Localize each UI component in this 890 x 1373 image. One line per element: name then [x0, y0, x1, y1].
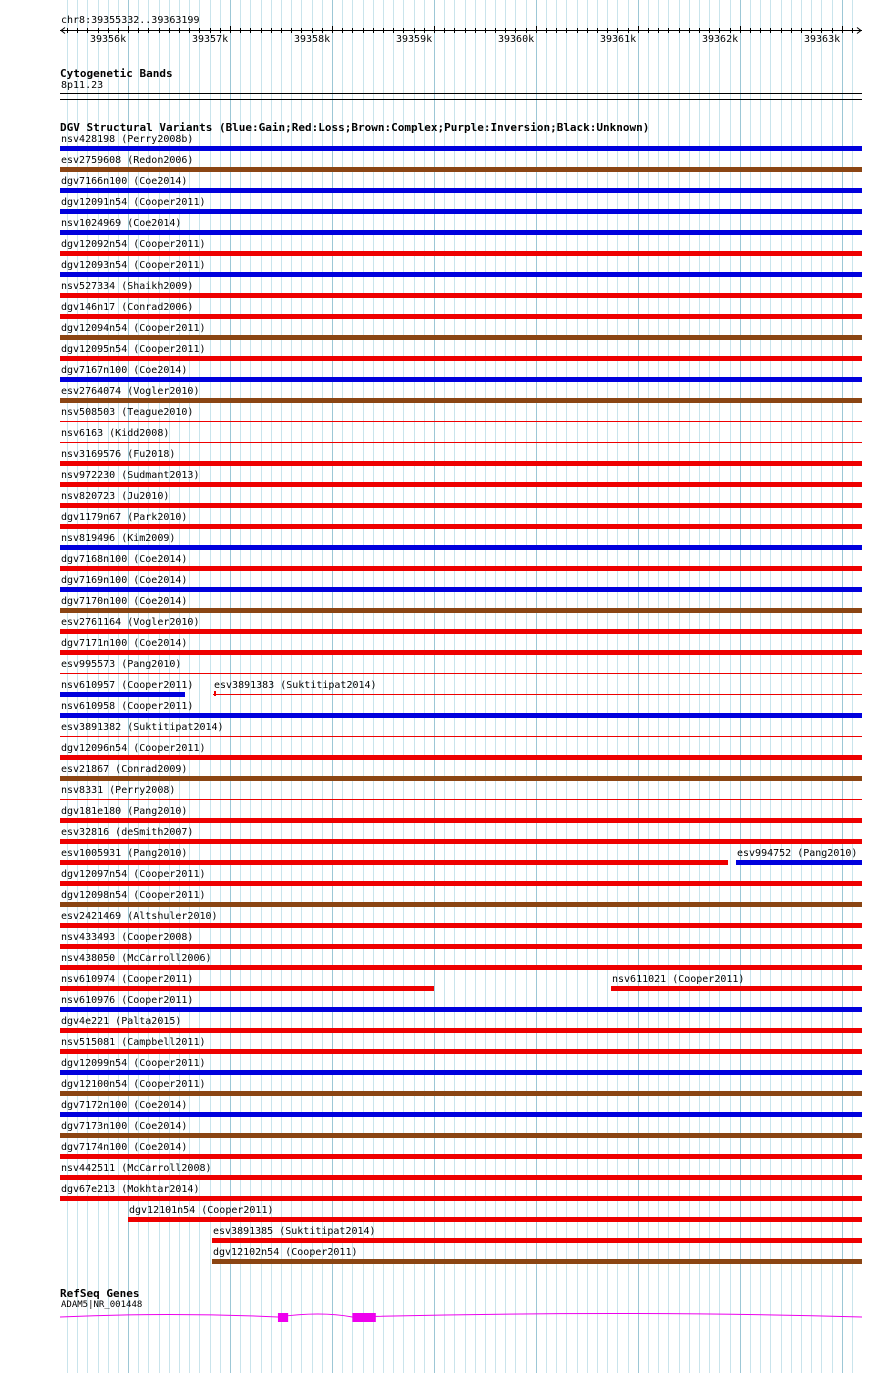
variant-label[interactable]: esv3891383 (Suktitipat2014)	[214, 680, 377, 691]
variant-bar[interactable]	[60, 776, 862, 781]
variant-bar[interactable]	[60, 587, 862, 592]
variant-label[interactable]: dgv12097n54 (Cooper2011)	[61, 869, 206, 880]
variant-bar[interactable]	[60, 524, 862, 529]
variant-bar[interactable]	[60, 818, 862, 823]
variant-bar[interactable]	[60, 314, 862, 319]
variant-label[interactable]: dgv12098n54 (Cooper2011)	[61, 890, 206, 901]
variant-bar[interactable]	[60, 398, 862, 403]
coordinate-range: chr8:39355332..39363199	[61, 15, 200, 26]
variant-bar[interactable]	[60, 944, 862, 949]
variant-label[interactable]: dgv12101n54 (Cooper2011)	[129, 1205, 274, 1216]
variant-bar[interactable]	[60, 482, 862, 487]
variant-label[interactable]: nsv611021 (Cooper2011)	[612, 974, 745, 985]
ruler-tick-label: 39360k	[498, 34, 535, 45]
variant-label[interactable]: nsv3169576 (Fu2018)	[61, 449, 176, 460]
variant-label[interactable]: esv3891385 (Suktitipat2014)	[213, 1226, 376, 1237]
variant-bar[interactable]	[60, 1007, 862, 1012]
variant-bar[interactable]	[60, 692, 185, 697]
ruler-tick-label: 39361k	[600, 34, 637, 45]
variant-bar[interactable]	[128, 1217, 862, 1222]
variant-label[interactable]: dgv12093n54 (Cooper2011)	[61, 260, 206, 271]
variant-label[interactable]: dgv12102n54 (Cooper2011)	[213, 1247, 358, 1258]
variant-label[interactable]: dgv7172n100 (Coe2014)	[61, 1100, 188, 1111]
variant-bar[interactable]	[60, 1196, 862, 1201]
variant-label[interactable]: dgv7171n100 (Coe2014)	[61, 638, 188, 649]
variant-label[interactable]: dgv7167n100 (Coe2014)	[61, 365, 188, 376]
variant-bar[interactable]	[60, 860, 728, 865]
variant-label[interactable]: dgv67e213 (Mokhtar2014)	[61, 1184, 200, 1195]
variant-label[interactable]: dgv12094n54 (Cooper2011)	[61, 323, 206, 334]
variant-label[interactable]: nsv527334 (Shaikh2009)	[61, 281, 194, 292]
ruler-tick-label: 39362k	[702, 34, 739, 45]
variant-bar[interactable]	[60, 167, 862, 172]
variant-label[interactable]: dgv7168n100 (Coe2014)	[61, 554, 188, 565]
variant-label[interactable]: dgv181e180 (Pang2010)	[61, 806, 188, 817]
variant-label[interactable]: nsv428198 (Perry2008b)	[61, 134, 194, 145]
variant-label[interactable]: esv2764074 (Vogler2010)	[61, 386, 200, 397]
variant-bar[interactable]	[60, 272, 862, 277]
cytoband-label[interactable]: 8p11.23	[61, 80, 104, 91]
variant-label[interactable]: dgv12100n54 (Cooper2011)	[61, 1079, 206, 1090]
variant-bar[interactable]	[60, 503, 862, 508]
variant-label[interactable]: nsv438050 (McCarroll2006)	[61, 953, 212, 964]
variant-label[interactable]: dgv7170n100 (Coe2014)	[61, 596, 188, 607]
variant-label[interactable]: nsv819496 (Kim2009)	[61, 533, 176, 544]
variant-label[interactable]: esv3891382 (Suktitipat2014)	[61, 722, 224, 733]
variant-label[interactable]: dgv7169n100 (Coe2014)	[61, 575, 188, 586]
variant-label[interactable]: esv2421469 (Altshuler2010)	[61, 911, 218, 922]
variant-label[interactable]: nsv610976 (Cooper2011)	[61, 995, 194, 1006]
variant-bar[interactable]	[60, 923, 862, 928]
variant-bar[interactable]	[212, 1259, 862, 1264]
variant-bar[interactable]	[60, 461, 862, 466]
gene-label[interactable]: ADAM5|NR_001448	[61, 1300, 143, 1310]
variant-label[interactable]: dgv12099n54 (Cooper2011)	[61, 1058, 206, 1069]
variant-bar[interactable]	[60, 146, 862, 151]
variant-label[interactable]: nsv972230 (Sudmant2013)	[61, 470, 200, 481]
variant-bar[interactable]	[60, 1175, 862, 1180]
variant-bar[interactable]	[60, 188, 862, 193]
variant-label[interactable]: esv995573 (Pang2010)	[61, 659, 182, 670]
variant-bar[interactable]	[60, 293, 862, 298]
variant-bar[interactable]	[60, 566, 862, 571]
variant-marker[interactable]	[214, 691, 216, 696]
variant-bar[interactable]	[611, 986, 862, 991]
variant-label[interactable]: esv32816 (deSmith2007)	[61, 827, 194, 838]
variant-label[interactable]: dgv12091n54 (Cooper2011)	[61, 197, 206, 208]
variant-bar[interactable]	[60, 799, 862, 800]
cytoband-track-title[interactable]: Cytogenetic Bands	[60, 67, 173, 80]
variant-label[interactable]: dgv1179n67 (Park2010)	[61, 512, 188, 523]
ruler-tick-label: 39356k	[90, 34, 127, 45]
variant-bar[interactable]	[60, 1070, 862, 1075]
variant-bar[interactable]	[60, 839, 862, 844]
variant-bar[interactable]	[60, 442, 862, 443]
variant-label[interactable]: nsv6163 (Kidd2008)	[61, 428, 170, 439]
variant-label[interactable]: esv2759608 (Redon2006)	[61, 155, 194, 166]
refseq-track-title[interactable]: RefSeq Genes	[60, 1287, 140, 1300]
variant-label[interactable]: nsv442511 (McCarroll2008)	[61, 1163, 212, 1174]
variant-bar[interactable]	[60, 1049, 862, 1054]
variant-label[interactable]: esv2761164 (Vogler2010)	[61, 617, 200, 628]
ruler-tick-label: 39358k	[294, 34, 331, 45]
variant-bar[interactable]	[60, 335, 862, 340]
variant-bar[interactable]	[213, 694, 862, 695]
variant-bar[interactable]	[60, 986, 434, 991]
variant-bar[interactable]	[60, 881, 862, 886]
gene-exon	[278, 1313, 288, 1322]
variant-label[interactable]: dgv7174n100 (Coe2014)	[61, 1142, 188, 1153]
gene-exon	[352, 1313, 375, 1322]
variant-bar[interactable]	[60, 608, 862, 613]
variant-label[interactable]: nsv1024969 (Coe2014)	[61, 218, 182, 229]
variant-bar[interactable]	[60, 545, 862, 550]
variant-label[interactable]: nsv820723 (Ju2010)	[61, 491, 170, 502]
variant-bar[interactable]	[60, 1112, 862, 1117]
gene-intron-line	[60, 1314, 862, 1318]
variant-label[interactable]: nsv8331 (Perry2008)	[61, 785, 176, 796]
variant-label[interactable]: nsv610958 (Cooper2011)	[61, 701, 194, 712]
variant-label[interactable]: dgv146n17 (Conrad2006)	[61, 302, 194, 313]
variant-bar[interactable]	[60, 421, 862, 422]
variant-bar[interactable]	[60, 736, 862, 737]
variant-label[interactable]: nsv433493 (Cooper2008)	[61, 932, 194, 943]
gene-model[interactable]	[0, 1306, 890, 1330]
variant-label[interactable]: dgv12096n54 (Cooper2011)	[61, 743, 206, 754]
variant-bar[interactable]	[60, 965, 862, 970]
variant-label[interactable]: nsv515081 (Campbell2011)	[61, 1037, 206, 1048]
variant-label[interactable]: dgv12095n54 (Cooper2011)	[61, 344, 206, 355]
variant-bar[interactable]	[212, 1238, 862, 1243]
dgv-track-title[interactable]: DGV Structural Variants (Blue:Gain;Red:Loss;Brown:Complex;Purple:Inversion;Black:Unknown)	[60, 121, 650, 134]
variant-bar[interactable]	[60, 902, 862, 907]
ruler-tick-label: 39363k	[804, 34, 841, 45]
variant-bar[interactable]	[60, 209, 862, 214]
variant-bar[interactable]	[60, 1133, 862, 1138]
variant-label[interactable]: esv994752 (Pang2010)	[737, 848, 858, 859]
variant-label[interactable]: nsv610957 (Cooper2011)	[61, 680, 194, 691]
variant-label[interactable]: dgv12092n54 (Cooper2011)	[61, 239, 206, 250]
variant-bar[interactable]	[60, 1091, 862, 1096]
variant-bar[interactable]	[60, 673, 862, 674]
variant-bar[interactable]	[60, 755, 862, 760]
variant-bar[interactable]	[60, 251, 862, 256]
ruler-tick-label: 39357k	[192, 34, 229, 45]
variant-label[interactable]: nsv508503 (Teague2010)	[61, 407, 194, 418]
variant-label[interactable]: esv1005931 (Pang2010)	[61, 848, 188, 859]
variant-bar[interactable]	[60, 629, 862, 634]
variant-bar[interactable]	[60, 230, 862, 235]
variant-label[interactable]: dgv7173n100 (Coe2014)	[61, 1121, 188, 1132]
variant-bar[interactable]	[60, 356, 862, 361]
variant-label[interactable]: dgv4e221 (Palta2015)	[61, 1016, 182, 1027]
variant-label[interactable]: esv21867 (Conrad2009)	[61, 764, 188, 775]
variant-bar[interactable]	[60, 1154, 862, 1159]
variant-bar[interactable]	[60, 1028, 862, 1033]
variant-bar[interactable]	[736, 860, 862, 865]
variant-bar[interactable]	[60, 713, 862, 718]
variant-bar[interactable]	[60, 650, 862, 655]
variant-bar[interactable]	[60, 377, 862, 382]
ruler-tick-label: 39359k	[396, 34, 433, 45]
variant-label[interactable]: nsv610974 (Cooper2011)	[61, 974, 194, 985]
variant-label[interactable]: dgv7166n100 (Coe2014)	[61, 176, 188, 187]
